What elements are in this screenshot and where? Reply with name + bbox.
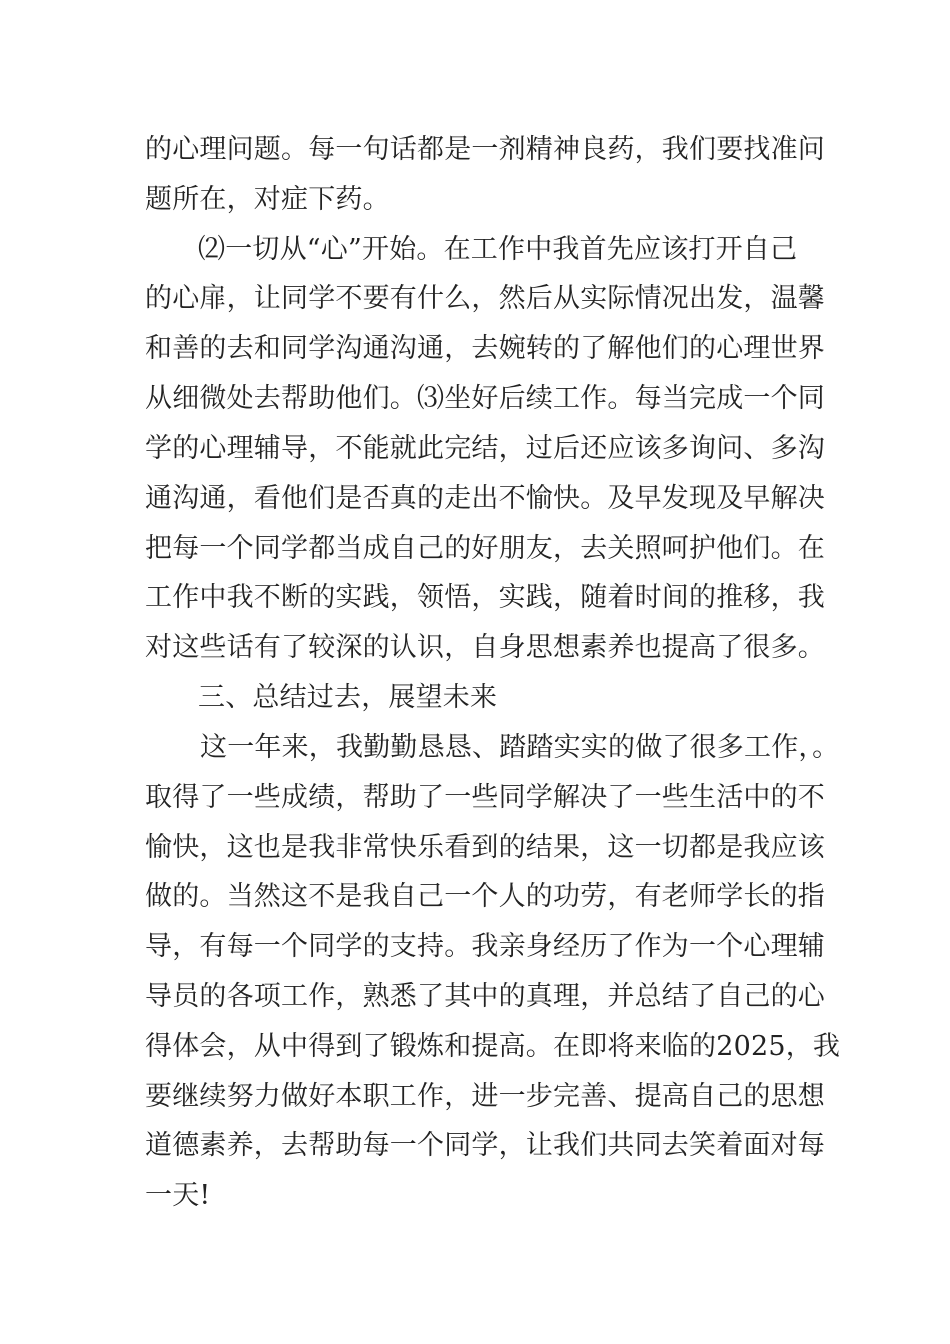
text-line: 对这些话有了较深的认识，自身思想素养也提高了很多。 [145,632,825,663]
text-line: 得体会，从中得到了锻炼和提高。在即将来临的2025，我 [145,1031,841,1062]
text-line: 把每一个同学都当成自己的好朋友，去关照呵护他们。在 [145,533,825,564]
text-line: 和善的去和同学沟通沟通，去婉转的了解他们的心理世界 [145,333,825,364]
text-line: 题所在，对症下药。 [145,184,390,215]
section-heading: 三、总结过去，展望未来 [198,682,498,713]
text-line: 这一年来，我勤勤恳恳、踏踏实实的做了很多工作，。 [200,732,840,763]
text-line: 道德素养，去帮助每一个同学，让我们共同去笑着面对每 [145,1130,825,1161]
text-line: 的心理问题。每一句话都是一剂精神良药，我们要找准问 [145,134,825,165]
text-line: 要继续努力做好本职工作，进一步完善、提高自己的思想 [145,1081,825,1112]
text-line: ⑵一切从“心”开始。在工作中我首先应该打开自己 [198,234,798,265]
text-line: 愉快，这也是我非常快乐看到的结果，这一切都是我应该 [145,832,825,863]
text-line: 通沟通，看他们是否真的走出不愉快。及早发现及早解决 [145,483,825,514]
text-line: 学的心理辅导，不能就此完结，过后还应该多询问、多沟 [145,433,825,464]
text-line: 的心扉，让同学不要有什么，然后从实际情况出发，温馨 [145,283,825,314]
text-line: 一天! [145,1180,211,1211]
text-line: 从细微处去帮助他们。⑶坐好后续工作。每当完成一个同 [145,383,825,414]
text-line: 导员的各项工作，熟悉了其中的真理，并总结了自己的心 [145,981,825,1012]
text-line: 工作中我不断的实践，领悟，实践，随着时间的推移，我 [145,582,825,613]
text-line: 导，有每一个同学的支持。我亲身经历了作为一个心理辅 [145,931,825,962]
text-line: 做的。当然这不是我自己一个人的功劳，有老师学长的指 [145,881,825,912]
text-line: 取得了一些成绩，帮助了一些同学解决了一些生活中的不 [145,782,825,813]
